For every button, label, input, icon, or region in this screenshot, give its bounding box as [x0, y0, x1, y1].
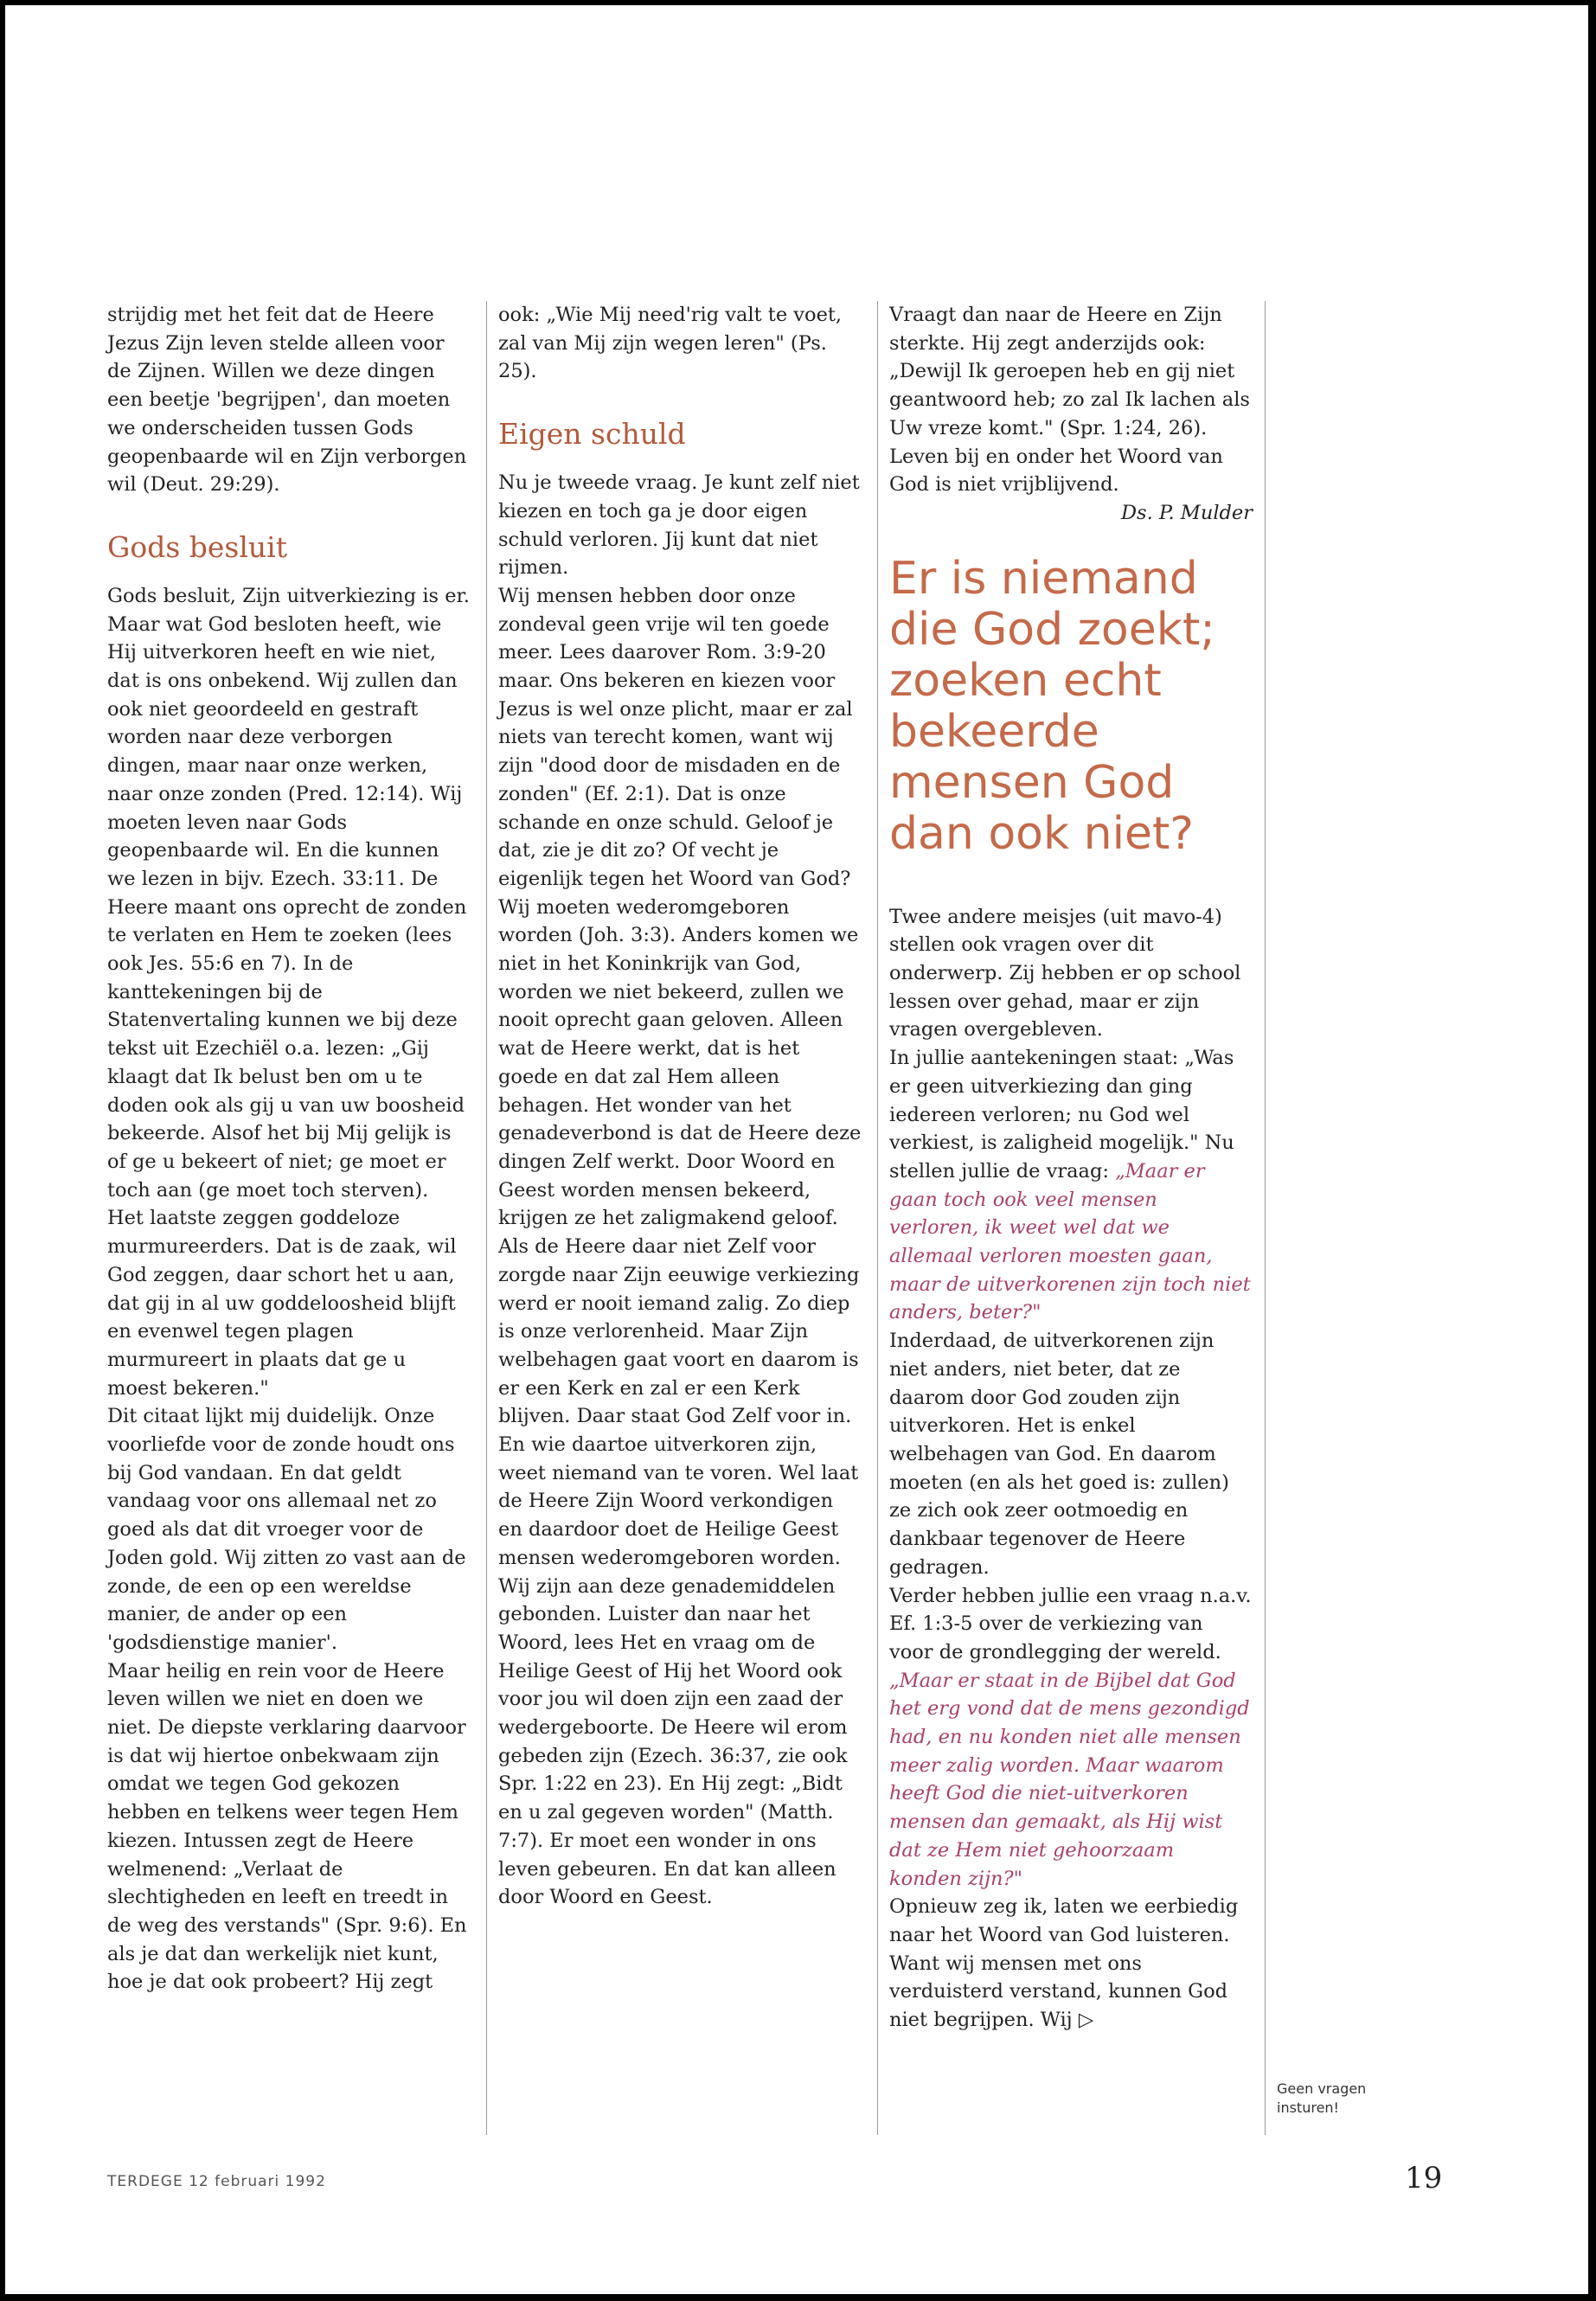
side-note: Geen vragen insturen!: [1277, 2080, 1367, 2116]
reader-question-quote: „Maar er gaan toch ook veel mensen verloren, ik weet wel dat we allemaal verloren moesten gaan, maar de uitverkorenen zijn toch niet anders, beter?": [889, 1159, 1251, 1324]
paragraph-text: Verder hebben jullie een vraag n.a.v. Ef. 1:3-5 over de verkiezing van voor de grondlegging der wereld.: [889, 1584, 1252, 1663]
column-1: [107, 301, 471, 1997]
page-number: 19: [1405, 2161, 1443, 2195]
paragraph-text: In jullie aantekeningen staat: „Was er geen uitverkiezing dan ging iedereen verloren; nu God wel verkiest, is zaligheid mogelijk." Nu stellen jullie de vraag:: [889, 1047, 1234, 1183]
paragraph: [889, 1044, 1253, 1327]
paragraph: Vraagt dan naar de Heere en Zijn sterkte. Hij zegt anderzijds ook: „Dewijl Ik geroepen heb en gij niet geantwoord heb; zo zal Ik lachen als Uw vreze komt." (Spr. 1:24, 26). Leven bij en onder het Woord van God is niet vrijblijvend.: [889, 304, 1250, 497]
paragraph: [889, 1582, 1253, 1894]
paragraph: Opnieuw zeg ik, laten we eerbiedig naar het Woord van God luisteren. Want wij mensen met ons verduisterd verstand, kunnen God niet begrijpen. Wij ▷: [889, 1895, 1239, 2032]
paragraph: Maar heilig en rein voor de Heere leven willen we niet en doen we niet. De diepste verklaring daarvoor is dat wij hiertoe onbekwaam zijn omdat we tegen God gekozen hebben en telkens weer tegen Hem kiezen. Intussen zegt de Heere welmenend: „Verlaat de slechtigheden en leeft en treedt in de weg des verstands" (Spr. 9:6). En als je dat dan werkelijk niet kunt, hoe je dat ook probeert? Hij zegt: [107, 1659, 467, 1994]
column-2: [498, 301, 862, 1912]
column-divider: [1265, 301, 1266, 2135]
reader-question-quote: „Maar er staat in de Bijbel dat God het erg vond dat de mens gezondigd had, en nu konden niet alle mensen meer zalig worden. Maar waarom heeft God die niet-uitverkoren mensen dan gemaakt, als Hij wist dat ze Hem niet gehoorzaam konden zijn?": [889, 1669, 1250, 1890]
column-divider: [877, 301, 878, 2135]
paragraph: strijdig met het feit dat de Heere Jezus Zijn leven stelde alleen voor de Zijnen. Willen we deze dingen een beetje 'begrijpen', dan moeten we onderscheiden tussen Gods geopenbaarde wil en Zijn verborgen wil (Deut. 29:29).: [107, 304, 467, 497]
section-heading-eigen-schuld: Eigen schuld: [498, 417, 686, 452]
paragraph: Wij mensen hebben door onze zondeval geen vrije wil ten goede meer. Lees daarover Rom. 3:9-20 maar. Ons bekeren en kiezen voor Jezus is wel onze plicht, maar er zal niets van terecht komen, want wij zijn "dood door de misdaden en de zonden" (Ef. 2:1). Dat is onze schande en onze schuld. Geloof je dat, zie je dit zo? Of vecht je eigenlijk tegen het Woord van God?: [498, 584, 853, 890]
pull-quote: Er is niemand die God zoekt; zoeken echt bekeerde mensen God dan ook niet?: [889, 552, 1215, 860]
section-heading-gods-besluit: Gods besluit: [107, 529, 287, 564]
paragraph: Gods besluit, Zijn uitverkiezing is er. Maar wat God besloten heeft, wie Hij uitverkoren heeft en wie niet, dat is ons onbekend. Wij zullen dan ook niet geoordeeld en gestraft worden naar deze verborgen dingen, maar naar onze werken, naar onze zonden (Pred. 12:14). Wij moeten leven naar Gods geopenbaarde wil. En die kunnen we lezen in bijv. Ezech. 33:11. De Heere maant ons oprecht de zonden te verlaten en Hem te zoeken (lees ook Jes. 55:6 en 7). In de kanttekeningen bij de Statenvertaling kunnen we bij deze tekst uit Ezechiël o.a. lezen: „Gij klaagt dat Ik belust ben om u te doden ook als gij u van uw boosheid bekeerde. Alsof het bij Mij gelijk is of ge u bekeert of niet; ge moet er toch aan (ge moet toch sterven). Het laatste zeggen goddeloze murmureerders. Dat is de zaak, wil God zeggen, daar schort het u aan, dat gij in al uw goddeloosheid blijft en evenwel tegen plagen murmureert in plaats dat ge u moest bekeren.": [107, 584, 470, 1400]
magazine-page: [5, 5, 1588, 2294]
column-3: [889, 301, 1253, 2035]
paragraph: Wij moeten wederomgeboren worden (Joh. 3:3). Anders komen we niet in het Koninkrijk van God, worden we niet bekeerd, zullen we nooit oprecht gaan geloven. Alleen wat de Heere werkt, dat is het goede en dat zal Hem alleen behagen. Het wonder van het genadeverbond is dat de Heere deze dingen Zelf werkt. Door Woord en Geest worden mensen bekeerd, krijgen ze het zaligmakend geloof. Als de Heere daar niet Zelf voor zorgde naar Zijn eeuwige verkiezing werd er nooit iemand zalig. Zo diep is onze verlorenheid. Maar Zijn welbehagen gaat voort en daarom is er een Kerk en zal er een Kerk blijven. Daar staat God Zelf voor in.: [498, 895, 862, 1428]
author-signature: Ds. P. Mulder: [1121, 501, 1253, 524]
column-divider: [486, 301, 487, 2135]
paragraph: En wie daartoe uitverkoren zijn, weet niemand van te voren. Wel laat de Heere Zijn Woord verkondigen en daardoor doet de Heilige Geest mensen wederomgeboren worden. Wij zijn aan deze genademiddelen gebonden. Luister dan naar het Woord, lees Het en vraag om de Heilige Geest of Hij het Woord ook voor jou wil doen zijn een zaad der wedergeboorte. De Heere wil erom gebeden zijn (Ezech. 36:37, zie ook Spr. 1:22 en 23). En Hij zegt: „Bidt en u zal gegeven worden" (Matth. 7:7). Er moet een wonder in ons leven gebeuren. En dat kan alleen door Woord en Geest.: [498, 1433, 859, 1909]
paragraph: Inderdaad, de uitverkorenen zijn niet anders, niet beter, dat ze daarom door God zouden zijn uitverkoren. Het is enkel welbehagen van God. En daarom moeten (en als het goed is: zullen) ze zich ook zeer ootmoedig en dankbaar tegenover de Heere gedragen.: [889, 1330, 1229, 1579]
paragraph: Twee andere meisjes (uit mavo-4) stellen ook vragen over dit onderwerp. Zij hebben er op school lessen over gehad, maar er zijn vragen overgebleven.: [889, 905, 1241, 1042]
paragraph: ook: „Wie Mij need'rig valt te voet, zal van Mij zijn wegen leren" (Ps. 25).: [498, 304, 843, 383]
magazine-footer: TERDEGE 12 februari 1992: [107, 2173, 326, 2190]
paragraph: Nu je tweede vraag. Je kunt zelf niet kiezen en toch ga je door eigen schuld verloren. Jij kunt dat niet rijmen.: [498, 471, 860, 580]
paragraph: Dit citaat lijkt mij duidelijk. Onze voorliefde voor de zonde houdt ons bij God vandaan. En dat geldt vandaag voor ons allemaal net zo goed als dat dit vroeger voor de Joden gold. Wij zitten zo vast aan de zonde, de een op een wereldse manier, de ander op een 'godsdienstige manier'.: [107, 1405, 466, 1654]
